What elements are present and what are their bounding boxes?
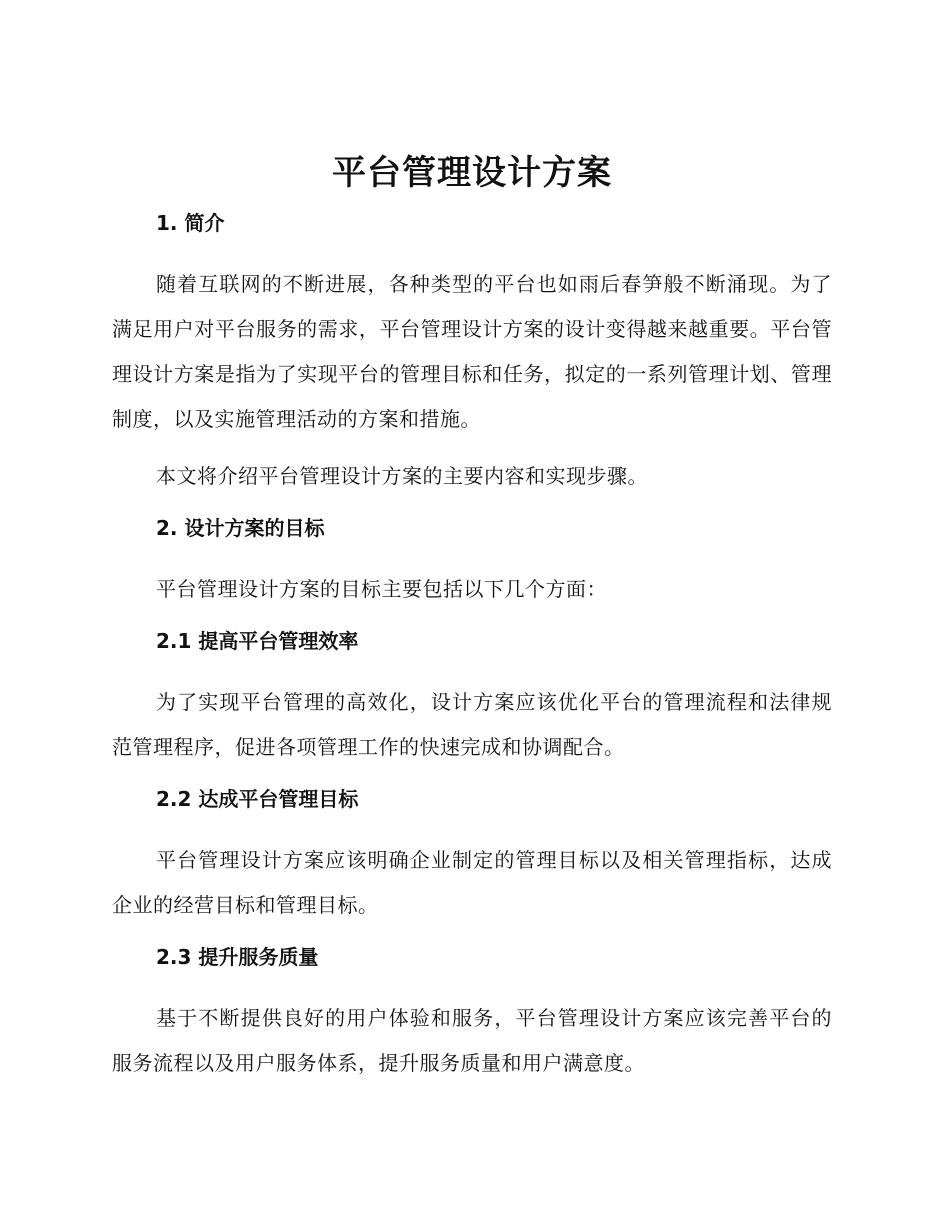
section-heading-intro: 1. 简介 [156,211,225,235]
document-page [112,150,832,1098]
paragraph: 本文将介绍平台管理设计方案的主要内容和实现步骤。 [156,464,648,488]
paragraph: 为了实现平台管理的高效化，设计方案应该优化平台的管理流程和法律规范管理程序，促进各项管理工作的快速完成和协调配合。 [112,690,832,759]
subsection-heading-targets: 2.2 达成平台管理目标 [156,787,359,811]
paragraph: 平台管理设计方案的目标主要包括以下几个方面： [156,577,607,601]
document-title: 平台管理设计方案 [332,153,612,193]
paragraph: 基于不断提供良好的用户体验和服务，平台管理设计方案应该完善平台的服务流程以及用户服务体系，提升服务质量和用户满意度。 [112,1006,832,1075]
paragraph: 随着互联网的不断进展，各种类型的平台也如雨后春笋般不断涌现。为了满足用户对平台服务的需求，平台管理设计方案的设计变得越来越重要。平台管理设计方案是指为了实现平台的管理目标和任务，拟定的一系列管理计划、管理制度，以及实施管理活动的方案和措施。 [112,272,832,431]
subsection-heading-service-quality: 2.3 提升服务质量 [156,945,319,969]
paragraph: 平台管理设计方案应该明确企业制定的管理目标以及相关管理指标，达成企业的经营目标和管理目标。 [112,848,832,917]
subsection-heading-efficiency: 2.1 提高平台管理效率 [156,629,359,653]
section-heading-goals: 2. 设计方案的目标 [156,516,325,540]
